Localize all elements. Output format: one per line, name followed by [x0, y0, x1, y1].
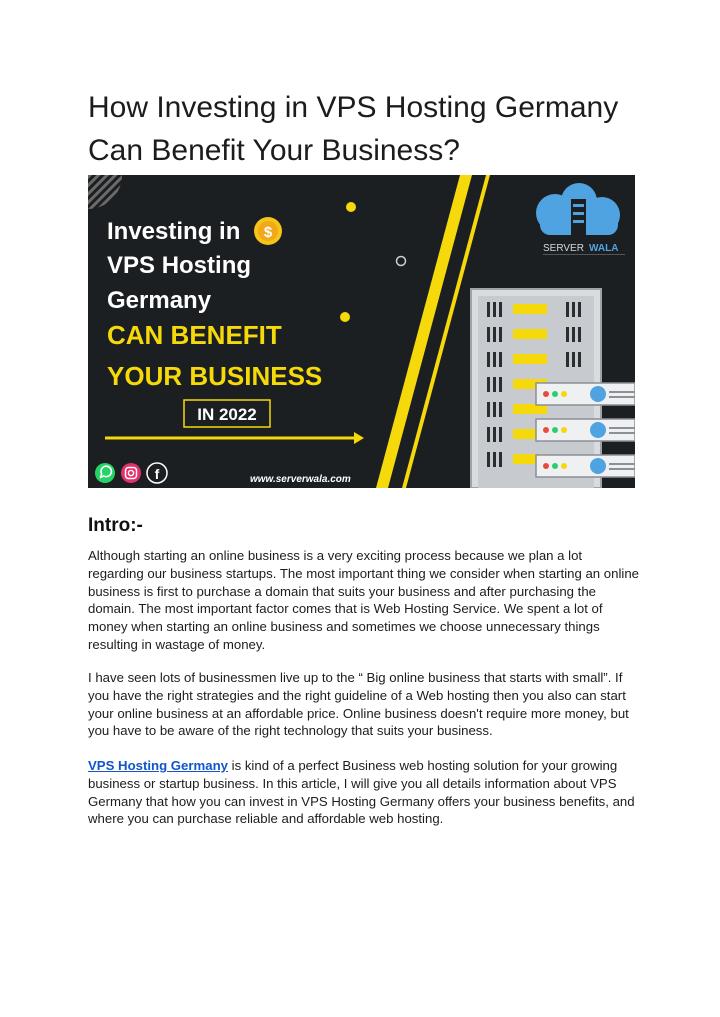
- banner-accent-line-2: YOUR BUSINESS: [107, 361, 323, 391]
- banner-accent-line-1: CAN BENEFIT: [107, 320, 282, 350]
- svg-text:$: $: [263, 224, 273, 241]
- dollar-coin-icon: [254, 217, 282, 245]
- intro-paragraph-1: Although starting an online business is a very exciting process because we plan a lot regarding our business startups. The most important thing we consider when starting an online business is first to purchase a domain that suits your business and after purchasing the domain. The most important factor comes that is Web Hosting Service. We spent a lot of money when starting an online business and sometimes we choose unnecessary things resulting in wastage of money.: [88, 548, 640, 652]
- article-banner-image: [88, 175, 635, 488]
- brand-name-part2: WALA: [589, 243, 619, 254]
- article-title: How Investing in VPS Hosting Germany Can Benefit Your Business?: [88, 91, 619, 167]
- yellow-dot: [340, 312, 350, 322]
- whatsapp-icon: [95, 463, 115, 483]
- brand-name-part1: SERVER: [543, 243, 584, 254]
- banner-website: www.serverwala.com: [250, 474, 351, 485]
- banner-headline-line-1: Investing in: [107, 218, 241, 245]
- yellow-dot: [346, 202, 356, 212]
- intro-paragraph-3-text: is kind of a perfect Business web hosting solution for your growing business or startup business. In this article, I will give you all details information about VPS Germany that how you can invest in VPS Hosting Germany offers your business benefits, and where you can purchase reliable and affordable web hosting.: [88, 758, 635, 827]
- intro-paragraph-3: [88, 757, 640, 828]
- intro-heading: Intro:-: [88, 515, 143, 536]
- banner-headline-line-3: Germany: [107, 287, 212, 314]
- year-badge: IN 2022: [197, 405, 257, 424]
- instagram-icon: [121, 463, 141, 483]
- vps-hosting-germany-link[interactable]: VPS Hosting Germany: [88, 758, 228, 773]
- banner-headline-line-2: VPS Hosting: [107, 252, 252, 279]
- intro-paragraph-2: I have seen lots of businessmen live up to the “ Big online business that starts with small”. If you have the right strategies and the right guideline of a Web hosting then you also can start your online business at an affordable price. Online business doesn't require more money, but you have to be aware of the right technology that suits your business.: [88, 670, 629, 739]
- svg-text:f: f: [154, 466, 160, 482]
